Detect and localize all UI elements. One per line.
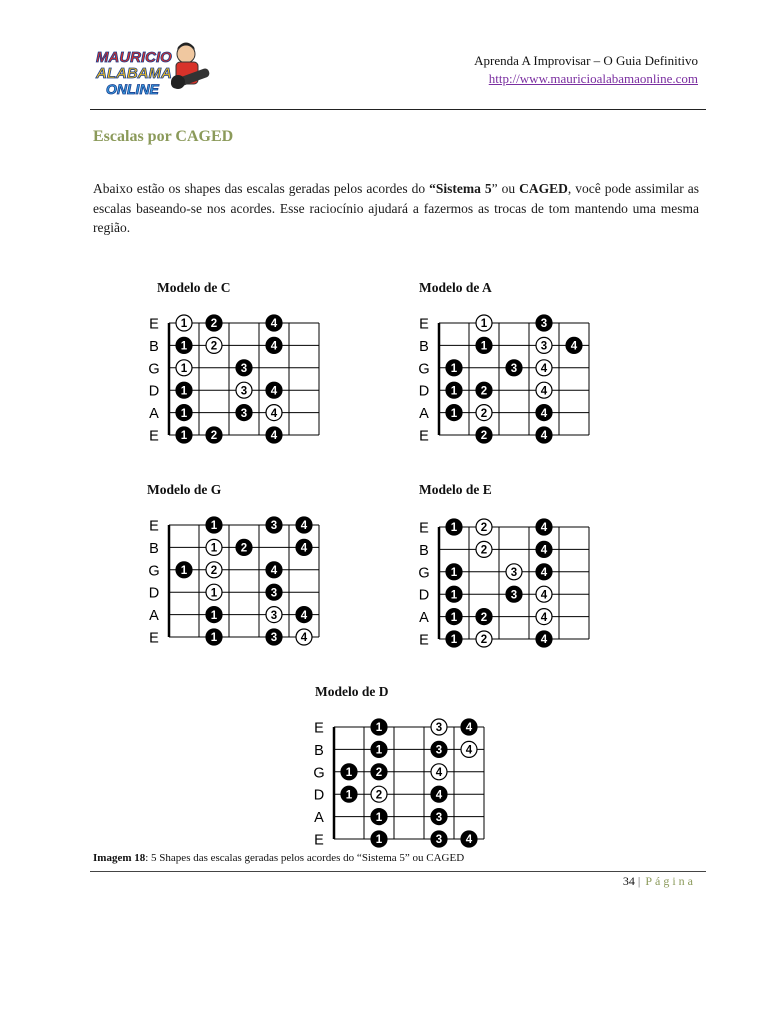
note-finger-label: 2	[480, 430, 488, 443]
note-finger-label: 1	[210, 587, 218, 600]
caption-label: Imagem 18	[93, 852, 146, 864]
note-finger-label: 4	[270, 318, 278, 331]
note-finger-label: 4	[465, 744, 473, 757]
string-label: A	[149, 608, 159, 625]
note-finger-label: 3	[240, 385, 248, 398]
note-finger-label: 4	[300, 609, 308, 622]
note-finger-label: 4	[540, 611, 548, 624]
note-finger-label: 4	[465, 834, 473, 847]
note-finger-label: 4	[270, 430, 278, 443]
note-finger-label: 4	[540, 634, 548, 647]
note-finger-label: 1	[450, 611, 458, 624]
string-label: E	[149, 518, 159, 535]
footer-separator: |	[637, 874, 641, 888]
site-logo	[90, 40, 220, 102]
note-finger-label: 4	[540, 430, 548, 443]
note-finger-label: 4	[540, 589, 548, 602]
note-finger-label: 3	[510, 363, 518, 375]
note-finger-label: 4	[270, 565, 278, 577]
note-finger-label: 1	[180, 385, 188, 398]
note-finger-label: 4	[270, 407, 278, 420]
figure-caption	[93, 852, 464, 864]
note-finger-label: 1	[180, 565, 188, 577]
note-finger-label: 3	[270, 587, 278, 600]
string-label: E	[149, 428, 159, 445]
note-finger-label: 4	[300, 632, 308, 645]
string-label: G	[418, 565, 430, 582]
string-label: A	[419, 610, 429, 627]
note-finger-label: 3	[270, 632, 278, 645]
string-label: D	[418, 383, 430, 400]
note-finger-label: 2	[480, 385, 488, 398]
string-label: A	[149, 406, 159, 423]
intro-paragraph	[93, 179, 699, 238]
note-finger-label: 4	[540, 522, 548, 535]
note-finger-label: 2	[240, 542, 248, 555]
string-label: E	[419, 428, 429, 445]
note-finger-label: 1	[450, 385, 458, 398]
note-finger-label: 2	[480, 522, 488, 535]
string-label: E	[314, 832, 324, 849]
note-finger-label: 1	[180, 363, 188, 375]
note-finger-label: 3	[540, 318, 548, 331]
footer-divider	[90, 871, 706, 872]
note-finger-label: 3	[435, 722, 443, 735]
note-finger-label: 1	[345, 789, 353, 802]
string-label: G	[148, 361, 160, 378]
intro-text-1: Abaixo estão os shapes das escalas geradas pelos acordes do	[93, 181, 430, 196]
note-finger-label: 4	[540, 385, 548, 398]
note-finger-label: 2	[210, 430, 218, 443]
note-finger-label: 2	[480, 634, 488, 647]
string-label: E	[419, 520, 429, 537]
string-label: B	[149, 338, 159, 355]
note-finger-label: 1	[210, 520, 218, 533]
page-word: Página	[645, 874, 696, 888]
note-finger-label: 2	[480, 407, 488, 420]
string-label: A	[419, 406, 429, 423]
note-finger-label: 4	[435, 767, 443, 779]
header-url-link[interactable]: http://www.mauricioalabamaonline.com	[488, 71, 698, 86]
note-finger-label: 1	[450, 363, 458, 375]
note-finger-label: 1	[480, 340, 488, 353]
note-finger-label: 3	[510, 589, 518, 602]
note-finger-label: 2	[480, 611, 488, 624]
note-finger-label: 4	[300, 542, 308, 555]
fretboard-model-a	[413, 312, 593, 448]
string-label: D	[148, 383, 160, 400]
model-label-a: Modelo de A	[419, 280, 492, 295]
note-finger-label: 1	[345, 767, 353, 779]
model-label-c: Modelo de C	[157, 280, 231, 295]
string-label: D	[148, 585, 160, 602]
fretboard-model-d	[308, 716, 494, 852]
string-label: B	[419, 542, 429, 559]
note-finger-label: 4	[465, 722, 473, 735]
caption-text: : 5 Shapes das escalas geradas pelos acordes do “Sistema 5” ou CAGED	[145, 852, 465, 864]
note-finger-label: 2	[210, 565, 218, 577]
note-finger-label: 1	[450, 567, 458, 579]
string-label: A	[314, 810, 324, 827]
string-label: E	[419, 632, 429, 649]
string-label: B	[314, 742, 324, 759]
note-finger-label: 4	[570, 340, 578, 353]
note-finger-label: 1	[180, 340, 188, 353]
model-label-d: Modelo de D	[315, 684, 389, 699]
note-finger-label: 2	[210, 340, 218, 353]
model-label-e: Modelo de E	[419, 482, 492, 497]
note-finger-label: 1	[450, 522, 458, 535]
note-finger-label: 1	[180, 407, 188, 420]
string-label: G	[418, 361, 430, 378]
string-label: G	[313, 765, 325, 782]
section-title: Escalas por CAGED	[93, 128, 234, 145]
note-finger-label: 2	[375, 789, 383, 802]
fretboard-model-e	[413, 516, 593, 654]
string-label: D	[313, 787, 325, 804]
note-finger-label: 1	[450, 634, 458, 647]
string-label: D	[418, 587, 430, 604]
logo-guitarist-icon	[170, 43, 211, 90]
note-finger-label: 3	[435, 744, 443, 757]
note-finger-label: 4	[540, 567, 548, 579]
logo-line-1: MAURICIO	[96, 49, 172, 66]
fretboard-model-c	[143, 312, 323, 448]
logo-line-3: ONLINE	[106, 81, 159, 97]
note-finger-label: 4	[270, 385, 278, 398]
note-finger-label: 3	[270, 609, 278, 622]
note-finger-label: 2	[210, 318, 218, 331]
string-label: B	[419, 338, 429, 355]
note-finger-label: 4	[270, 340, 278, 353]
note-finger-label: 3	[510, 567, 518, 579]
string-label: G	[148, 563, 160, 580]
string-label: E	[314, 720, 324, 737]
note-finger-label: 3	[540, 340, 548, 353]
note-finger-label: 3	[240, 407, 248, 420]
intro-bold-sistema: “Sistema 5	[429, 181, 492, 196]
note-finger-label: 3	[435, 811, 443, 824]
note-finger-label: 3	[240, 363, 248, 375]
string-label: E	[149, 316, 159, 333]
note-finger-label: 4	[300, 520, 308, 533]
note-finger-label: 1	[450, 407, 458, 420]
header-divider	[90, 109, 706, 110]
note-finger-label: 4	[540, 407, 548, 420]
note-finger-label: 2	[375, 767, 383, 779]
note-finger-label: 4	[435, 789, 443, 802]
note-finger-label: 1	[375, 834, 383, 847]
intro-text-3: , você pode assimilar as escalas baseando-se nos acordes. Esse raciocínio ajudará a fazermos as trocas de tom mantendo uma mesma região.	[93, 181, 699, 235]
note-finger-label: 4	[540, 363, 548, 375]
note-finger-label: 1	[210, 542, 218, 555]
model-label-g: Modelo de G	[147, 482, 222, 497]
note-finger-label: 4	[540, 544, 548, 557]
note-finger-label: 1	[210, 632, 218, 645]
intro-text-2: ” ou	[491, 181, 520, 196]
note-finger-label: 1	[180, 318, 188, 331]
string-label: E	[149, 630, 159, 647]
note-finger-label: 1	[375, 722, 383, 735]
note-finger-label: 1	[480, 318, 488, 331]
string-label: E	[419, 316, 429, 333]
note-finger-label: 1	[180, 430, 188, 443]
note-finger-label: 1	[375, 744, 383, 757]
note-finger-label: 1	[210, 609, 218, 622]
intro-bold-caged: CAGED	[519, 181, 568, 196]
page-number: 34	[622, 874, 635, 888]
note-finger-label: 3	[435, 834, 443, 847]
note-finger-label: 3	[270, 520, 278, 533]
note-finger-label: 2	[480, 544, 488, 557]
string-label: B	[149, 540, 159, 557]
logo-line-2: ALABAMA	[96, 65, 172, 82]
note-finger-label: 1	[450, 589, 458, 602]
note-finger-label: 1	[375, 811, 383, 824]
page-footer	[623, 874, 696, 889]
header-title: Aprenda A Improvisar – O Guia Definitivo	[474, 53, 698, 68]
fretboard-model-g	[143, 514, 323, 652]
